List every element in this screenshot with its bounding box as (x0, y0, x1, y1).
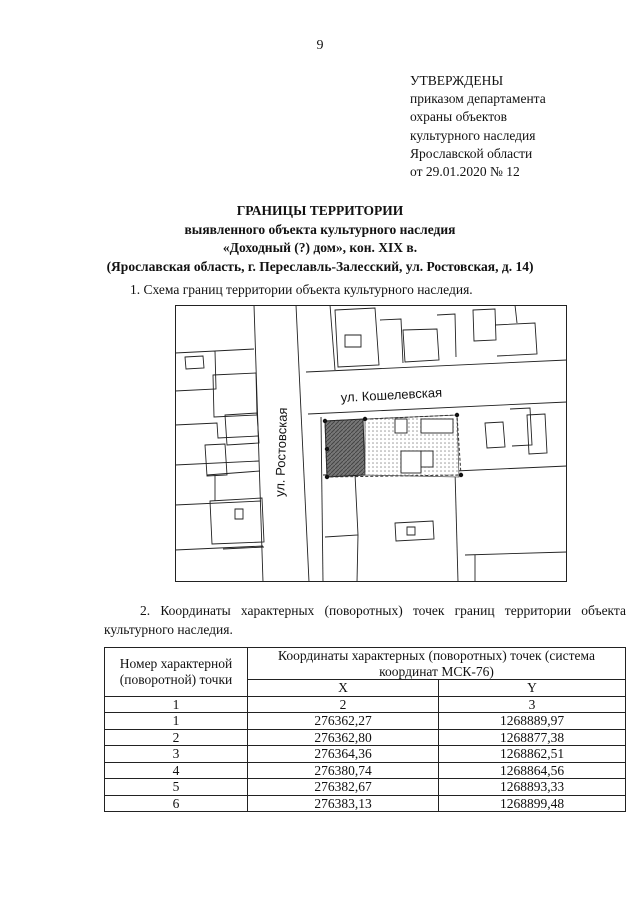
table-cell: 1268889,97 (439, 713, 626, 730)
table-cell: 3 (439, 696, 626, 713)
title-line: «Доходный (?) дом», кон. XIX в. (222, 240, 418, 255)
table-row (105, 762, 626, 779)
coordinates-table (104, 647, 626, 812)
table-cell: 2 (105, 729, 248, 746)
title-line: ГРАНИЦЫ ТЕРРИТОРИИ (236, 203, 404, 218)
document-title (0, 202, 640, 276)
section-2-heading: 2. Координаты характерных (поворотных) точек границ территории объекта культурного наследия. (104, 603, 626, 637)
table-cell: 1 (105, 713, 248, 730)
table-row (105, 729, 626, 746)
table-row (105, 795, 626, 812)
table-cell: 276383,13 (248, 795, 439, 812)
table-cell: 1268899,48 (439, 795, 626, 812)
table-cell: 5 (105, 779, 248, 796)
header-y: Y (439, 680, 626, 697)
table-cell: 3 (105, 746, 248, 763)
approval-line: Ярославской области (410, 145, 533, 161)
header-point-number: Номер характерной (поворотной) точки (105, 648, 248, 697)
header-x: X (248, 680, 439, 697)
table-cell: 2 (248, 696, 439, 713)
approval-line: от 29.01.2020 № 12 (410, 164, 520, 180)
boundary-scheme-map (175, 305, 567, 582)
title-line: выявленного объекта культурного наследия (184, 221, 456, 237)
table-index-row (105, 696, 626, 713)
street-label-koshelevskaya: ул. Кошелевская (340, 384, 443, 405)
table-row (105, 746, 626, 763)
table-cell: 4 (105, 762, 248, 779)
table-row (105, 713, 626, 730)
page-number: 9 (316, 38, 324, 53)
table-row (105, 779, 626, 796)
section-1-heading: 1. Схема границ территории объекта культурного наследия. (130, 282, 473, 297)
table-cell: 276380,74 (248, 762, 439, 779)
table-cell: 1268862,51 (439, 746, 626, 763)
table-cell: 276362,80 (248, 729, 439, 746)
table-cell: 1 (105, 696, 248, 713)
table-cell: 1268893,33 (439, 779, 626, 796)
approval-line: приказом департамента (410, 91, 546, 107)
approval-block (410, 72, 546, 181)
table-cell: 276382,67 (248, 779, 439, 796)
table-cell: 6 (105, 795, 248, 812)
approval-line: культурного наследия (410, 127, 536, 143)
header-coordinates: Координаты характерных (поворотных) точек (система координат МСК-76) (248, 648, 626, 680)
street-label-rostovskaya: ул. Ростовская (272, 407, 291, 498)
title-line: (Ярославская область, г. Переславль-Залесский, ул. Ростовская, д. 14) (106, 258, 534, 274)
table-cell: 1268864,56 (439, 762, 626, 779)
object-building (325, 419, 365, 477)
table-cell: 276364,36 (248, 746, 439, 763)
table-cell: 1268877,38 (439, 729, 626, 746)
approval-line: УТВЕРЖДЕНЫ (410, 73, 504, 88)
approval-line: охраны объектов (410, 109, 508, 125)
table-cell: 276362,27 (248, 713, 439, 730)
